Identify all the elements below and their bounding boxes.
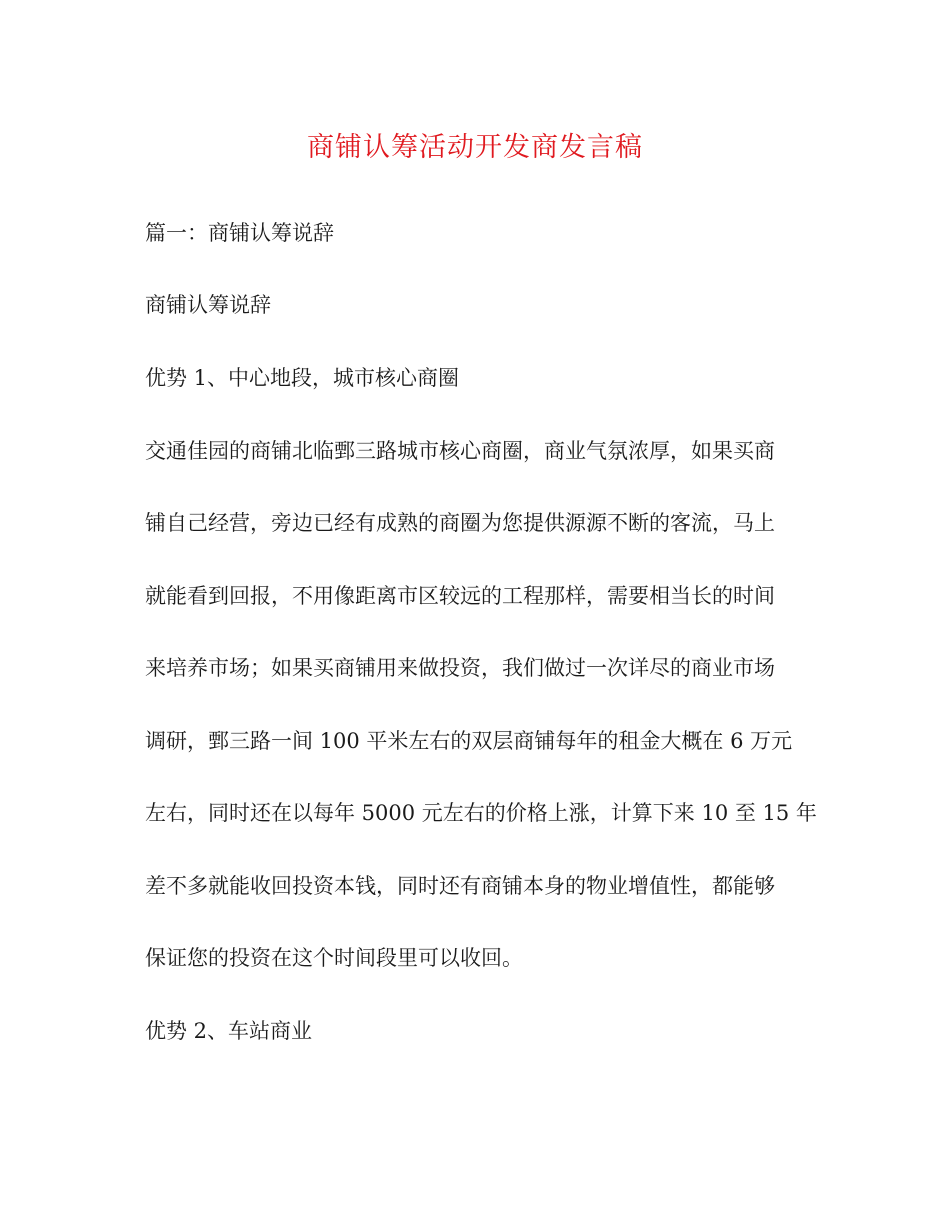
paragraph-line: 差不多就能收回投资本钱，同时还有商铺本身的物业增值性，都能够 [145,874,775,898]
advantage-heading: 优势 1、中心地段，城市核心商圈 [145,366,460,390]
paragraph-line: 就能看到回报，不用像距离市区较远的工程那样，需要相当长的时间 [145,584,775,608]
paragraph-line: 交通佳园的商铺北临鄄三路城市核心商圈，商业气氛浓厚，如果买商 [145,439,775,463]
section-heading: 篇一：商铺认筹说辞 [145,221,334,245]
paragraph-line: 保证您的投资在这个时间段里可以收回。 [145,946,523,970]
document-title: 商铺认筹活动开发商发言稿 [307,132,643,163]
subheading: 商铺认筹说辞 [145,293,271,317]
paragraph-line: 铺自己经营，旁边已经有成熟的商圈为您提供源源不断的客流，马上 [145,511,775,535]
advantage-heading: 优势 2、车站商业 [145,1019,313,1043]
paragraph-line: 调研，鄄三路一间 100 平米左右的双层商铺每年的租金大概在 6 万元 [145,729,793,753]
paragraph-line: 左右，同时还在以每年 5000 元左右的价格上涨，计算下来 10 至 15 年 [145,801,817,825]
paragraph-line: 来培养市场；如果买商铺用来做投资，我们做过一次详尽的商业市场 [145,656,775,680]
